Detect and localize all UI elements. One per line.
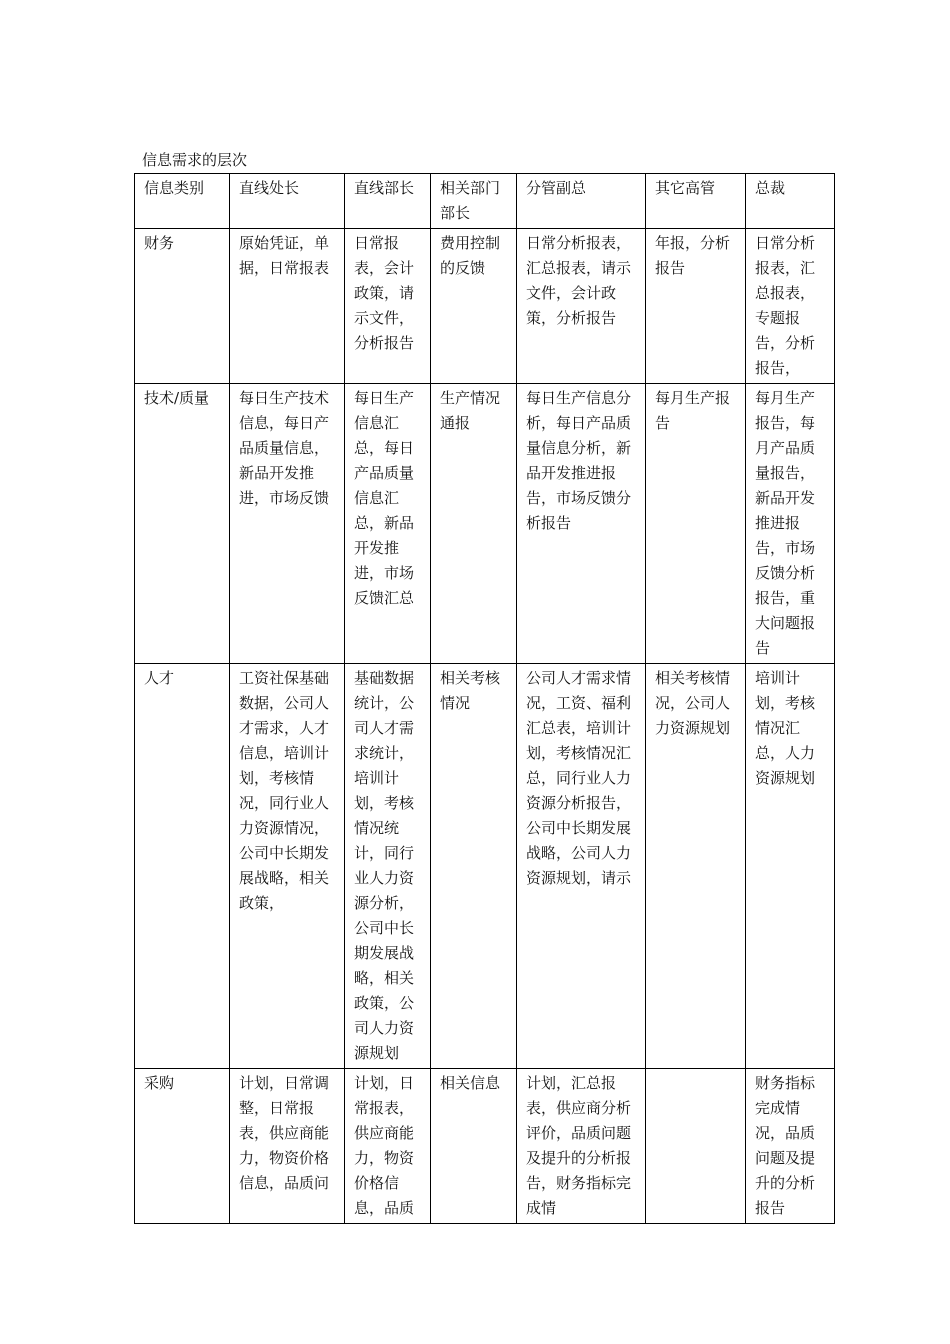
header-cell: 信息类别 xyxy=(135,174,230,229)
table-cell: 公司人才需求情况，工资、福利汇总表，培训计划，考核情况汇总，同行业人力资源分析报告，公司中长期发展战略，公司人力资源规划，请示 xyxy=(517,664,646,1069)
header-cell: 直线处长 xyxy=(230,174,345,229)
table-cell: 日常分析报表，汇总报表，专题报告，分析报告， xyxy=(746,229,835,384)
header-cell: 分管副总 xyxy=(517,174,646,229)
table-cell: 年报，分析报告 xyxy=(646,229,746,384)
table-cell: 每日生产信息汇总，每日产品质量信息汇总，新品开发推进，市场反馈汇总 xyxy=(345,384,431,664)
table-row xyxy=(135,1069,835,1224)
category-cell: 技术/质量 xyxy=(135,384,230,664)
page-title: 信息需求的层次 xyxy=(142,151,248,169)
table-cell: 每日生产技术信息，每日产品质量信息，新品开发推进，市场反馈 xyxy=(230,384,345,664)
table-cell: 相关考核情况，公司人力资源规划 xyxy=(646,664,746,1069)
table-cell: 每月生产报告，每月产品质量报告，新品开发推进报告，市场反馈分析报告，重大问题报告 xyxy=(746,384,835,664)
header-cell: 其它高管 xyxy=(646,174,746,229)
table-row xyxy=(135,229,835,384)
table-cell xyxy=(646,1069,746,1224)
table-cell: 计划，日常调整，日常报表，供应商能力，物资价格信息，品质问 xyxy=(230,1069,345,1224)
table-cell: 日常报表，会计政策，请示文件，分析报告 xyxy=(345,229,431,384)
table-cell: 生产情况通报 xyxy=(431,384,517,664)
table-cell: 工资社保基础数据，公司人才需求，人才信息，培训计划，考核情况，同行业人力资源情况，公司中长期发展战略，相关政策， xyxy=(230,664,345,1069)
table-cell: 培训计划，考核情况汇总，人力资源规划 xyxy=(746,664,835,1069)
header-cell: 直线部长 xyxy=(345,174,431,229)
category-cell: 人才 xyxy=(135,664,230,1069)
table-cell: 原始凭证，单据，日常报表 xyxy=(230,229,345,384)
table-cell: 基础数据统计，公司人才需求统计，培训计划，考核情况统计，同行业人力资源分析，公司中长期发展战略，相关政策，公司人力资源规划 xyxy=(345,664,431,1069)
table-cell: 每月生产报告 xyxy=(646,384,746,664)
table-row xyxy=(135,384,835,664)
table-cell: 计划，日常报表，供应商能力，物资价格信息，品质 xyxy=(345,1069,431,1224)
table-cell: 每日生产信息分析，每日产品质量信息分析，新品开发推进报告，市场反馈分析报告 xyxy=(517,384,646,664)
table-cell: 财务指标完成情况，品质问题及提升的分析报告 xyxy=(746,1069,835,1224)
header-cell: 总裁 xyxy=(746,174,835,229)
table-row xyxy=(135,664,835,1069)
table-header-row xyxy=(135,174,835,229)
category-cell: 财务 xyxy=(135,229,230,384)
header-cell: 相关部门部长 xyxy=(431,174,517,229)
category-cell: 采购 xyxy=(135,1069,230,1224)
table-cell: 计划，汇总报表，供应商分析评价，品质问题及提升的分析报告，财务指标完成情 xyxy=(517,1069,646,1224)
table-cell: 相关信息 xyxy=(431,1069,517,1224)
table-cell: 费用控制的反馈 xyxy=(431,229,517,384)
table-cell: 日常分析报表，汇总报表，请示文件，会计政策，分析报告 xyxy=(517,229,646,384)
table-cell: 相关考核情况 xyxy=(431,664,517,1069)
info-demand-table xyxy=(134,173,835,1224)
